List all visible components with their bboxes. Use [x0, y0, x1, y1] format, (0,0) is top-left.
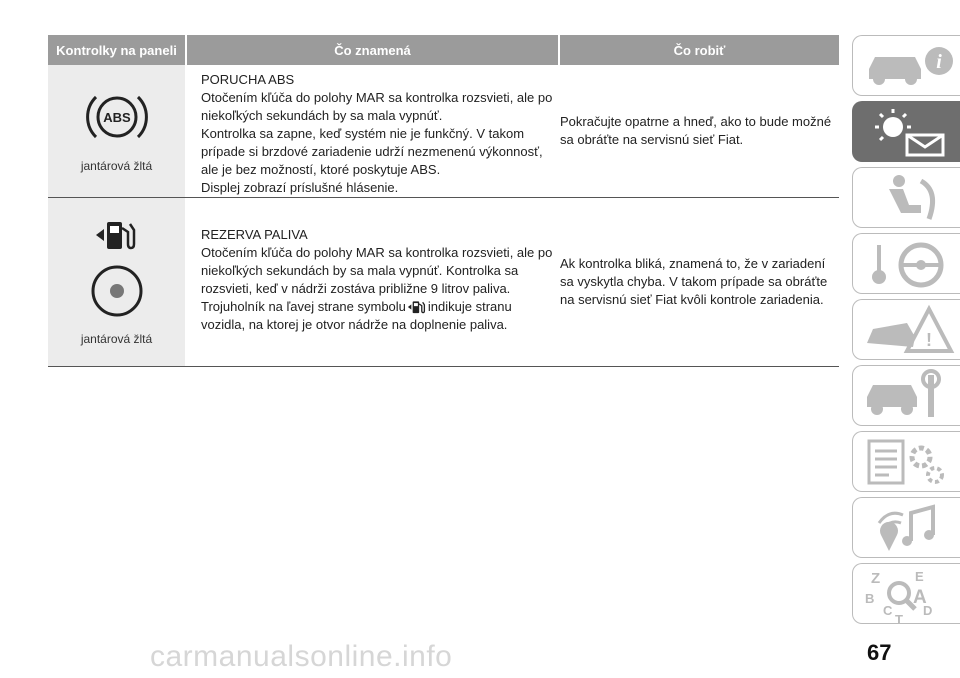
multimedia-icon [859, 501, 955, 555]
action-cell: Ak kontrolka bliká, znamená to, že v zariadení sa vyskytla chyba. V takom prípade sa obráťte na servisnú sieť Fiat kvôli kontrole zariadenia. [560, 256, 828, 307]
meaning-title: PORUCHA ABS [201, 72, 295, 87]
header-action: Čo robiť [558, 35, 839, 65]
meaning-text: Otočením kľúča do polohy MAR sa kontrolka rozsvieti, ale po niekoľkých sekundách by sa mala vypnúť. Kontrolka sa rozsvieti, keď v nádrži zostáva približne 9 litrov paliva. [201, 245, 553, 296]
tab-index[interactable] [852, 563, 960, 624]
tab-car-service[interactable] [852, 365, 960, 426]
meaning-text: Otočením kľúča do polohy MAR sa kontrolka rozsvieti, ale po niekoľkých sekundách by sa mala vypnúť. [201, 90, 553, 123]
icon-cell [48, 65, 185, 197]
icon-cell [48, 198, 185, 366]
meaning-text: Displej zobrazí príslušné hlásenie. [201, 180, 399, 195]
meaning-title: REZERVA PALIVA [201, 227, 308, 242]
tab-technical-data[interactable] [852, 431, 960, 492]
tab-starting-driving[interactable] [852, 233, 960, 294]
svg-text:C: C [883, 603, 893, 618]
abs-warning-icon [84, 91, 150, 143]
color-label: jantárová žltá [80, 159, 153, 173]
meaning-cell [185, 198, 558, 366]
warning-lights-table [48, 35, 839, 367]
svg-text:Z: Z [871, 570, 881, 587]
meaning-text: Kontrolka sa zapne, keď systém nie je funkčný. V takom prípade si brzdové zariadenie udrží nezmenenú výkonnosť, ale je bez možností, ktoré poskytuje ABS. [201, 126, 543, 177]
header-panel-lights: Kontrolky na paneli [48, 35, 185, 65]
indicator-off-icon [90, 264, 144, 318]
color-label: jantárová žltá [80, 332, 153, 346]
tab-multimedia[interactable] [852, 497, 960, 558]
car-service-icon [859, 369, 955, 423]
fuel-symbol-inline-icon [407, 299, 427, 315]
svg-text:!: ! [926, 330, 932, 350]
seat-safety-icon [859, 171, 955, 225]
page-number: 67 [867, 640, 892, 665]
svg-text:E: E [915, 569, 924, 584]
action-cell: Pokračujte opatrne a hneď, ako to bude možné sa obráťte na servisnú sieť Fiat. [560, 114, 832, 147]
tab-safety[interactable] [852, 167, 960, 228]
index-search-icon [859, 567, 955, 625]
table-row [48, 198, 839, 367]
tab-emergency[interactable] [852, 299, 960, 360]
fuel-reserve-icon [94, 218, 140, 252]
meaning-text [201, 298, 558, 334]
svg-text:B: B [865, 591, 875, 606]
svg-text:T: T [895, 612, 903, 625]
table-header [48, 35, 839, 65]
meaning-text-before-symbol: Trojuholník na ľavej strane symbolu [201, 299, 406, 314]
maintenance-gear-icon [859, 435, 955, 489]
steering-key-icon [859, 237, 955, 291]
car-info-icon [859, 39, 955, 93]
svg-text:ABS: ABS [102, 110, 131, 125]
warning-light-icon [859, 105, 955, 159]
tab-warning-lights[interactable] [852, 101, 960, 162]
meaning-cell [185, 65, 558, 197]
tab-car-info[interactable] [852, 35, 960, 96]
header-meaning: Čo znamená [185, 35, 558, 65]
table-row [48, 65, 839, 198]
meaning-text-after-symbol: indikuje stranu vozidla, na ktorej je otvor nádrže na doplnenie paliva. [201, 299, 512, 332]
svg-text:D: D [923, 603, 933, 618]
accident-icon [859, 303, 955, 357]
svg-text:i: i [936, 51, 942, 73]
svg-text:A: A [913, 587, 927, 608]
watermark: carmanualsonline.info [150, 640, 453, 673]
